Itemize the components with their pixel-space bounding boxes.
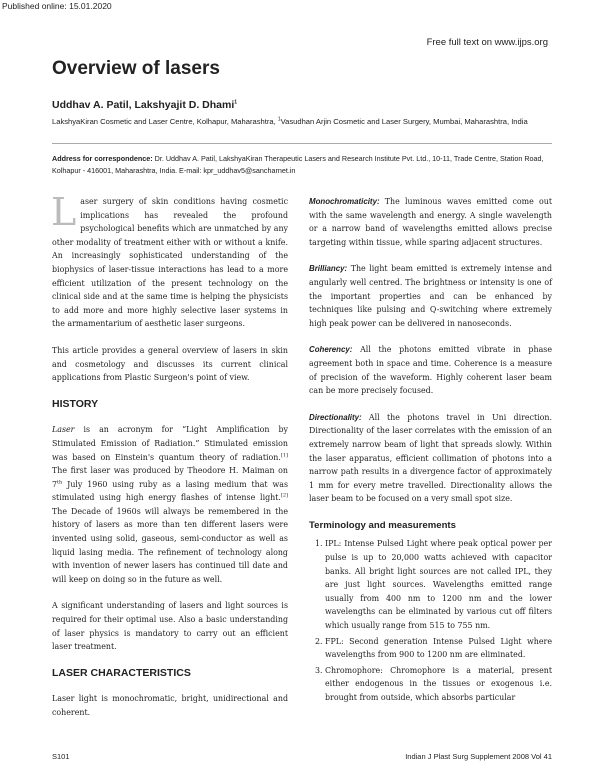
history-paragraph-2: A significant understanding of lasers and light sources is required for their optimal use. Also a basic understanding of laser physics is mandatory to carry out an efficient laser treatment.	[52, 601, 288, 652]
coherency-term: Coherency:	[309, 345, 353, 355]
affiliations	[52, 116, 552, 128]
reference-1[interactable]: [1]	[280, 451, 288, 458]
right-column	[309, 195, 552, 707]
history-paragraph-1	[52, 423, 288, 586]
monochromaticity-term: Monochromaticity:	[309, 197, 380, 206]
full-text-url[interactable]: Free full text on www.ijps.org	[426, 37, 548, 48]
coherency-text: All the photons emitted vibrate in phase agreement both in space and time. Coherence is a measure of precision of the waveform. Highly coherent laser beam can be more precisely focused.	[309, 345, 552, 396]
brilliancy-text: The light beam emitted is extremely intense and angularly well centred. The brightness or intensity is one of the important properties and can be enhanced by techniques like pulsing and Q-switching where extremely high peak power can be delivered in nanoseconds.	[309, 264, 552, 328]
history-text-d: The Decade of 1960s will always be remembered in the history of lasers as more than ten different lasers were invented using solid, gaseous, semi-conductor as well as liquid lasing media. The refinement of technology along with invention of newer lasers has continued till date and will keep on doing so in the future as well.	[52, 506, 288, 584]
ordinal-suffix: th	[57, 479, 63, 486]
author-names: Uddhav A. Patil, Lakshyajit D. Dhami	[52, 99, 235, 111]
published-online-stamp: Published online: 15.01.2020	[2, 1, 112, 11]
list-item: 1. IPL: Intense Pulsed Light where peak optical power per pulse is up to 20,000 watts achieved with capacitor banks. All bright light sources are not called IPL, they are just light sources. Wavelengths emitted range usually from 400 nm to 1200 nm and the lower wavelengths can be eliminated by various cut off filters which usually range from 515 to 755 nm.	[325, 537, 552, 632]
article-title: Overview of lasers	[52, 58, 220, 79]
journal-citation: Indian J Plast Surg Supplement 2008 Vol 41	[405, 752, 552, 761]
page-number: S101	[52, 752, 70, 761]
authors	[52, 99, 237, 111]
correspondence-label: Address for correspondence:	[52, 154, 153, 163]
terminology-list	[309, 537, 552, 704]
correspondence-address	[52, 153, 552, 176]
reference-2[interactable]: [2]	[280, 492, 288, 499]
brilliancy-paragraph	[309, 262, 552, 330]
brilliancy-term: Brilliancy:	[309, 264, 348, 274]
correspondence-text: Dr. Uddhav A. Patil, LakshyaKiran Therapeutic Lasers and Research Institute Pvt. Ltd., 10-11, Trade Centre, Station Road, Kolhapur - 416001, Maharashtra, India. E-mail: kpr_uddhav5@sancharnet.in	[52, 154, 544, 175]
intro-paragraph	[51, 190, 288, 331]
intro-paragraph-2: This article provides a general overview of lasers in skin and cosmetology and discusses its current clinical applications from Plastic Surgeon's point of view.	[52, 345, 288, 383]
directionality-paragraph	[309, 411, 552, 506]
history-text-c: July 1960 using ruby as a lasing medium that was stimulated using high energy flashes of intense light.	[52, 479, 288, 503]
affiliation-marker: 1	[277, 116, 281, 123]
history-text-a: is an acronym for “Light Amplification by Stimulated Emission of Radiation.” Stimulated emission was based on Einstein's quantum theory of radiation.	[52, 425, 288, 462]
characteristics-paragraph: Laser light is monochromatic, bright, unidirectional and coherent.	[52, 694, 288, 717]
terminology-heading: Terminology and measurements	[309, 519, 456, 531]
intro-text: aser surgery of skin conditions having cosmetic implications has revealed the profound psychological benefits which are unmatched by any other modality of treatment either with or without a knife. An increasingly sophisticated understanding of the biophysics of laser-tissue interactions has lead to a more efficient utilization of the present technology on the clinical side and at the same time is helping the physicists to add more and more highly selective laser systems in the armamentarium of aesthetic laser surgeons.	[52, 197, 288, 329]
affiliation-second: Vasudhan Arjin Cosmetic and Laser Surgery, Mumbai, Maharashtra, India	[280, 117, 528, 126]
history-text-b: The first laser was produced by Theodore H. Maiman on 7	[52, 466, 288, 489]
monochromaticity-paragraph	[309, 195, 552, 249]
characteristics-heading: LASER CHARACTERISTICS	[52, 666, 191, 679]
directionality-text: All the photons travel in Uni direction. Directionality of the laser correlates with the emission of an extremely narrow beam of light that spreads slowly. Within the laser apparatus, efficient collimation of photons into a narrow path results in a divergence factor of approximately 1 mm for every metre travelled. Directionality allows the laser beam to be focused on a very small spot size.	[309, 412, 552, 504]
list-item: 3. Chromophore: Chromophore is a material, present either endogenous in the tissues or exogenous i.e. brought from outside, which absorbs particular	[325, 664, 552, 705]
monochromaticity-text: The luminous waves emitted come out with the same wavelength and energy. A single wavelength or a narrow band of wavelengths emitted allows precise targeting within tissue, while sparing adjacent structures.	[309, 197, 552, 247]
affiliation-first: LakshyaKiran Cosmetic and Laser Centre, Kolhapur, Maharashtra,	[52, 117, 278, 126]
left-column	[51, 190, 288, 733]
drop-cap: L	[51, 190, 77, 234]
laser-term: Laser	[52, 425, 75, 435]
directionality-term: Directionality:	[309, 412, 362, 422]
history-heading: HISTORY	[52, 397, 99, 410]
coherency-paragraph	[309, 343, 552, 397]
author-affiliation-marker: 1	[234, 99, 238, 106]
list-item: 2. FPL: Second generation Intense Pulsed Light where wavelengths from 900 to 1200 nm are eliminated.	[325, 635, 552, 662]
header-divider	[52, 143, 552, 144]
